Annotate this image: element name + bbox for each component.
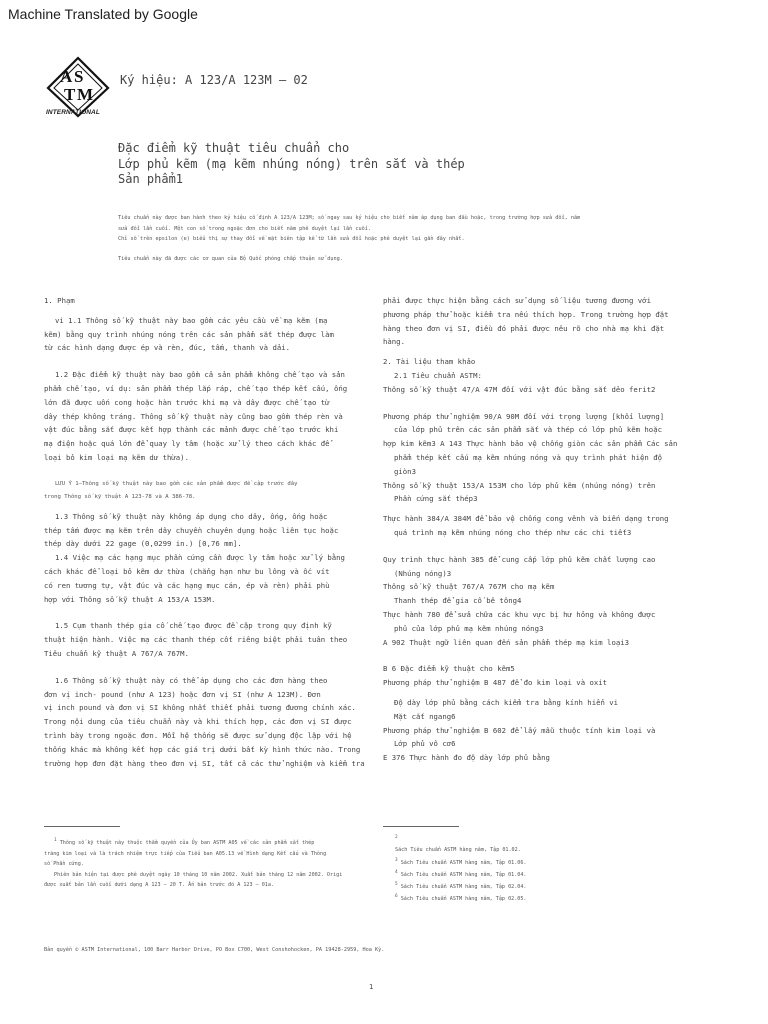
reference-line: Độ dày lớp phủ bằng cách kiểm tra bằng kính hiển vi	[394, 697, 619, 707]
paragraph-line: Trong nội dung của tiêu chuẩn này và khi thích hợp, các đơn vị SI được	[44, 717, 352, 727]
paragraph-line: phải được thực hiện bằng cách sử dụng số liệu tương đương với	[383, 296, 651, 305]
paragraph-line: 1.2 Đặc điểm kỹ thuật này bao gồm cả sản phẩm không chế tạo và sản	[55, 370, 345, 380]
svg-text:M: M	[77, 85, 94, 104]
designation: Ký hiệu: A 123/A 123M – 02	[120, 73, 308, 87]
reference-line: Phương pháp thử nghiệm B 602 để lấy mẫu thuộc tính kim loại và	[383, 725, 656, 735]
paragraph-line: vật đúc bằng sắt được kết hợp thành các mảnh được chế tạo trước khi	[44, 425, 339, 435]
paragraph-line: hàng.	[383, 337, 405, 347]
note-line: LƯU Ý 1—Thông số kỹ thuật này bao gồm các sản phẩm được đề cập trước đây	[55, 480, 298, 487]
reference-line: Thực hành 384/A 384M để bảo vệ chống cong vênh và biến dạng trong	[383, 514, 669, 524]
paragraph-line: kẽm) bằng quy trình nhúng nóng trên các sản phẩm sắt thép được làm	[44, 329, 334, 339]
paragraph-line: vị inch pound và đơn vị SI không nhất thiết phải tương đương chính xác.	[44, 703, 356, 713]
footnote-line: $^3$ Sách Tiêu chuẩn ASTM hàng năm, Tập 01.06.	[395, 857, 527, 866]
copyright-notice: Bản quyền © ASTM International, 100 Barr Harbor Drive, PO Box C700, West Conshohocken, PA 19428-2959, Hoa Kỳ.	[44, 947, 385, 953]
reference-line: hợp kim kẽm3 A 143 Thực hành bảo vệ chống giòn các sản phẩm Các sản	[383, 439, 678, 449]
paragraph-line: dây thép không tráng. Thông số kỹ thuật này cũng bao gồm thép rèn và	[44, 411, 343, 421]
footnote-line: $^4$ Sách Tiêu chuẩn ASTM hàng năm, Tập 01.04.	[395, 869, 527, 878]
subsection-heading: 2.1 Tiêu chuẩn ASTM:	[394, 370, 482, 380]
left-column	[44, 294, 380, 770]
footnote-line: số Phần cứng.	[44, 861, 84, 867]
paragraph-line: vi 1.1 Thông số kỹ thuật này bao gồm các yêu cầu về mạ kẽm (mạ	[55, 315, 328, 325]
paragraph-line: trường hợp đơn đặt hàng theo đơn vị SI, tất cả các thử nghiệm và kiểm tra	[44, 758, 365, 768]
paragraph-line: từ các hình dạng được ép và rèn, đúc, tấm, thanh và dải.	[44, 343, 291, 353]
reference-line: Phương pháp thử nghiệm B 487 để đo kim loại và oxit	[383, 678, 608, 688]
paragraph-line: thép tấm được mạ kẽm trên dây chuyền chuyên dụng hoặc liên tục hoặc	[44, 525, 339, 535]
paragraph-line: lớn đã được uốn cong hoặc hàn trước khi mạ và dây được chế tạo từ	[44, 397, 330, 407]
footnote-line: $^1$ Thông số kỹ thuật này thuộc thẩm quyền của Ủy ban ASTM A05 về các sản phẩm sắt thép	[54, 838, 315, 846]
title-line: Lớp phủ kẽm (mạ kẽm nhúng nóng) trên sắt và thép	[118, 156, 465, 171]
paragraph-line: mạ điện hoặc quá lớn để quay ly tâm (hoặc xử lý theo cách khác để	[44, 439, 330, 449]
svg-text:S: S	[74, 67, 84, 86]
reference-line: Quy trình thực hành 385 để cung cấp lớp phủ kẽm chất lượng cao	[383, 554, 656, 564]
reference-line: phủ của lớp phủ mạ kẽm nhúng nóng3	[394, 623, 544, 633]
note-line: Tiêu chuẩn này đã được các cơ quan của Bộ Quốc phòng chấp thuận sử dụng.	[118, 255, 343, 262]
right-column	[383, 294, 723, 765]
reference-line: Mặt cắt ngang6	[394, 711, 456, 721]
paragraph-line: 1.6 Thông số kỹ thuật này có thể áp dụng cho các đơn hàng theo	[55, 675, 328, 685]
paragraph-line: phẩm chế tạo, ví dụ: sản phẩm thép lắp ráp, chế tạo thép kết cấu, ống	[44, 383, 348, 393]
note-line: Chỉ số trên epsilon (e) biểu thị sự thay đổi về mặt biên tập kể từ lần sửa đổi hoặc phê duyệt lại gần đây nhất.	[118, 236, 465, 242]
note-line: sửa đổi lần cuối. Một con số trong ngoặc đơn cho biết năm phê duyệt lại lần cuối.	[118, 225, 371, 232]
footnotes-right	[395, 833, 695, 905]
machine-translation-banner: Machine Translated by Google	[8, 6, 198, 22]
page-number: 1	[369, 983, 374, 991]
paragraph-line: thuật hiện hành. Việc mạ các thanh thép cốt riêng biệt phải tuân theo	[44, 635, 348, 645]
reference-line: của lớp phủ trên các sản phẩm sắt và thép có lớp phủ kẽm hoặc	[394, 425, 662, 435]
title-line: Đặc điểm kỹ thuật tiêu chuẩn cho	[118, 141, 350, 155]
footnote-line: $^5$ Sách Tiêu chuẩn ASTM hàng năm, Tập 02.04.	[395, 882, 527, 891]
reference-line: Phương pháp thử nghiệm 90/A 90M đối với trọng lượng [khối lượng]	[383, 411, 665, 421]
footnote-divider	[383, 826, 459, 827]
reference-line: giòn3	[394, 466, 416, 476]
paragraph-line: hợp với Thông số kỹ thuật A 153/A 153M.	[44, 594, 216, 604]
reference-line: Phần cứng sắt thép3	[394, 494, 478, 504]
svg-text:A: A	[60, 67, 73, 86]
reference-line: Thông số kỹ thuật 767/A 767M cho mạ kẽm	[383, 582, 555, 592]
footnote-line: được xuất bản lần cuối dưới dạng A 123 – 20 T. Ấn bản trước đó A 123 – 01a.	[44, 882, 275, 888]
reference-line: Thực hành 780 để sửa chữa các khu vực bị hư hỏng và không được	[383, 609, 656, 619]
paragraph-line: thép dày dưới 22 gage (0,0299 in.) [0,76 mm].	[44, 539, 242, 549]
footnote-divider	[44, 826, 120, 827]
paragraph-line: 1.4 Việc mạ các hạng mục phần cứng cần được ly tâm hoặc xử lý bằng	[55, 553, 345, 563]
paragraph-line: cách khác để loại bỏ kẽm dư thừa (chẳng hạn như bu lông và ốc vít	[44, 566, 330, 576]
paragraph-line: hàng theo đơn vị SI, điều đó phải được nêu rõ cho nhà mạ khi đặt	[383, 323, 665, 333]
footnotes-left	[44, 836, 374, 891]
footnote-line: $^2$ Sách Tiêu chuẩn ASTM hàng năm, Tập 01.02.	[395, 835, 521, 854]
paragraph-line: phương pháp thử hoặc kiểm tra nếu thích hợp. Trong trường hợp đặt	[383, 309, 669, 319]
reference-line: Thông số kỹ thuật 153/A 153M cho lớp phủ kẽm (nhúng nóng) trên	[383, 480, 656, 490]
reference-line: B 6 Đặc điểm kỹ thuật cho kẽm5	[383, 664, 515, 674]
note-line: Tiêu chuẩn này được ban hành theo ký hiệu cố định A 123/A 123M; số ngay sau ký hiệu cho biết năm áp dụng ban đầu hoặc, trong trường hợp sửa đổi, năm	[118, 215, 581, 221]
reference-line: Thanh thép để gia cố bê tông4	[394, 596, 522, 606]
footnote-line: tráng kim loại và là trách nhiệm trực tiếp của Tiểu ban A05.13 về Hình dạng Kết cấu và Thông	[44, 850, 327, 857]
reference-line: quá trình mạ kẽm nhúng nóng cho thép như các chi tiết3	[394, 527, 632, 537]
reference-line: A 902 Thuật ngữ liên quan đến sản phẩm thép mạ kim loại3	[383, 637, 630, 647]
paragraph-line: Tiêu chuẩn kỹ thuật A 767/A 767M.	[44, 648, 189, 658]
paragraph-line: loại bỏ kim loại mạ kẽm dư thừa).	[44, 452, 189, 462]
issuance-notes	[118, 213, 638, 264]
reference-line: Thông số kỹ thuật 47/A 47M đối với vật đúc bằng sắt dẻo ferit2	[383, 384, 656, 394]
note-line: trong Thông số kỹ thuật A 123-78 và A 386-78.	[44, 493, 196, 500]
paragraph-line: 1.3 Thông số kỹ thuật này không áp dụng cho dây, ống, ống hoặc	[55, 511, 328, 521]
footnote-line: $^6$ Sách Tiêu chuẩn ASTM hàng năm, Tập 02.05.	[395, 894, 527, 903]
paragraph-line: đơn vị inch- pound (như A 123) hoặc đơn vị SI (như A 123M). Đơn	[44, 689, 321, 699]
reference-line: Lớp phủ vô cơ6	[394, 739, 456, 749]
footnote-line: Phiên bản hiện tại được phê duyệt ngày 10 tháng 10 năm 2002. Xuất bản tháng 12 năm 2002. Origi	[54, 871, 343, 878]
title-line: Sản phẩm1	[118, 172, 184, 186]
paragraph-line: 1.5 Cụm thanh thép gia cố chế tạo được đề cập trong quy định kỹ	[55, 621, 332, 631]
standard-title	[118, 141, 465, 188]
section-heading: 1. Phạm	[44, 296, 75, 305]
paragraph-line: có ren tương tự, vật đúc và các hạng mục cán, ép và rèn) phải phù	[44, 580, 330, 590]
reference-line: phẩm thép kết cấu mạ kẽm nhúng nóng và quy trình phát hiện độ	[394, 452, 662, 462]
paragraph-line: thống khác mà không kết hợp các giá trị dưới bất kỳ hình thức nào. Trong	[44, 744, 361, 754]
paragraph-line: trình bày trong ngoặc đơn. Mỗi hệ thống sẽ được sử dụng độc lập với hệ	[44, 730, 352, 740]
svg-text:T: T	[64, 85, 76, 104]
reference-line: E 376 Thực hành đo độ dày lớp phủ bằng	[383, 753, 550, 763]
section-heading: 2. Tài liệu tham khảo	[383, 357, 476, 367]
logo-subtext: INTERNATIONAL	[46, 109, 100, 116]
reference-line: (Nhúng nóng)3	[394, 568, 452, 578]
footnote-mark: 1	[54, 838, 57, 843]
